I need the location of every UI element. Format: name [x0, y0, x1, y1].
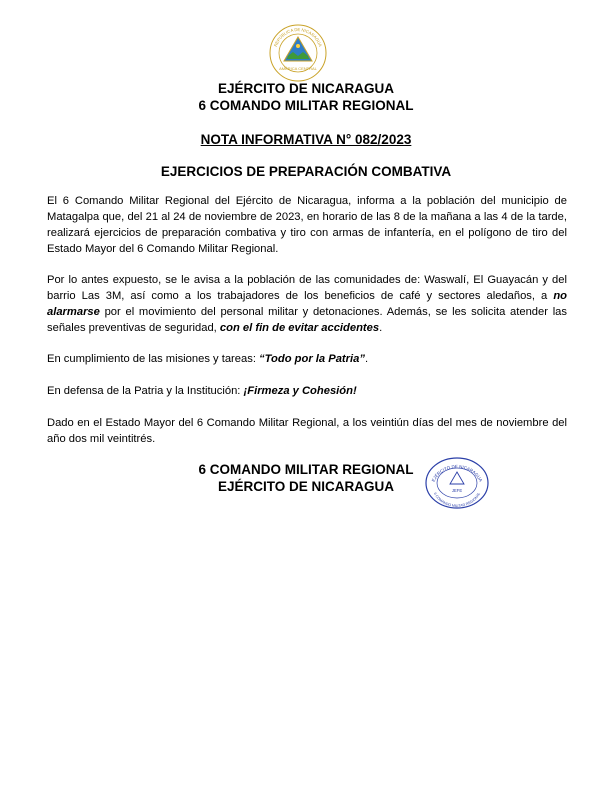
paragraph-missions — [47, 351, 567, 367]
warning-emphasis-avoid-accidents: con el fin de evitar accidentes — [219, 322, 380, 334]
paragraph-warning — [47, 272, 567, 336]
stamp-bottom-text: 6 COMANDO MILITAR REGIONAL — [432, 491, 482, 509]
seal-ring-text: REPÚBLICA DE NICARAGUA — [272, 26, 324, 48]
stamp-top-text: EJÉRCITO DE NICARAGUA — [430, 463, 484, 483]
note-subject: EJERCICIOS DE PREPARACIÓN COMBATIVA — [160, 164, 452, 179]
missions-motto: “Todo por la Patria” — [259, 353, 365, 365]
defense-text: En defensa de la Patria y la Institución: — [47, 385, 244, 397]
signature-unit: 6 COMANDO MILITAR REGIONAL — [198, 462, 414, 477]
missions-end: . — [364, 353, 369, 365]
warning-text-3: . — [379, 322, 383, 334]
header-unit: 6 COMANDO MILITAR REGIONAL — [198, 98, 414, 113]
warning-text-2: por el movimiento del personal militar y detonaciones. Además, se les solicita atender las señales preventivas de seguridad, — [47, 306, 567, 334]
warning-emphasis-no-alarm: no alarmarse — [47, 290, 567, 318]
official-stamp — [424, 456, 490, 510]
paragraph-announcement: El 6 Comando Militar Regional del Ejército de Nicaragua, informa a la población del municipio de Matagalpa que, del 21 al 24 de noviembre de 2023, en horario de las 8 de la mañana a las 4 de la tarde, realizará ejercicios de preparación combativa y tiro con armas de infantería, en el polígono de tiro del Estado Mayor del 6 Comando Militar Regional. — [47, 195, 567, 255]
paragraph-date: Dado en el Estado Mayor del 6 Comando Militar Regional, a los veintiún días del mes de noviembre del año dos mil veintitrés. — [47, 417, 567, 445]
warning-text-1: Por lo antes expuesto, se le avisa a la población de las comunidades de: Waswalí, El Guayacán y del barrio Las 3M, así como a los trabajadores de los beneficios de café y sectores aledaños, a — [47, 274, 567, 302]
signature-org: EJÉRCITO DE NICARAGUA — [217, 479, 395, 494]
paragraph-defense — [47, 383, 567, 399]
stamp-center-text: JEFE — [451, 488, 463, 493]
header-org: EJÉRCITO DE NICARAGUA — [217, 81, 395, 96]
note-title: NOTA INFORMATIVA N° 082/2023 — [200, 132, 412, 147]
missions-text: En cumplimiento de las misiones y tareas: — [47, 353, 260, 365]
seal-lower-text: AMÉRICA CENTRAL — [279, 66, 317, 71]
nicaragua-coat-of-arms-seal — [268, 23, 328, 83]
defense-motto: ¡Firmeza y Cohesión! — [243, 385, 357, 397]
